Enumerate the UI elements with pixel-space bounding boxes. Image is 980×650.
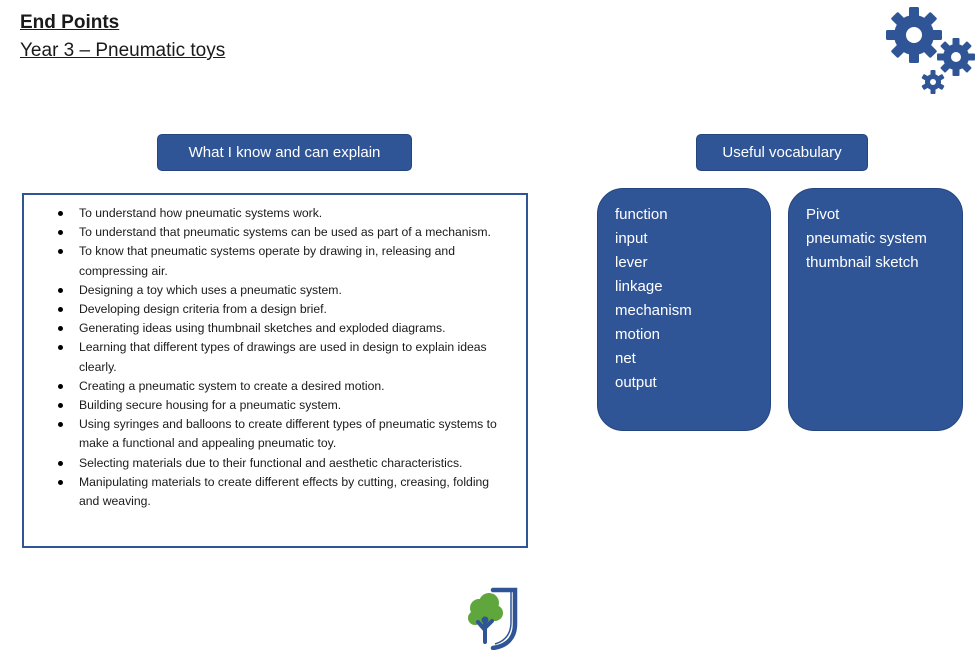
page-title: End Points [20,12,120,33]
know-heading: What I know and can explain [158,135,411,170]
vocab-word: function [615,206,668,223]
know-list-box [22,193,528,548]
list-item: Learning that different types of drawings are used in design to explain ideas clearly. [79,338,516,376]
vocab-word: pneumatic system [806,230,927,247]
vocab-word: net [615,350,636,367]
vocab-word: motion [615,326,661,343]
vocab-box-2 [788,188,963,431]
list-item: Building secure housing for a pneumatic system. [79,396,516,415]
page-subtitle: Year 3 – Pneumatic toys [20,40,226,61]
list-item: To understand that pneumatic systems can be used as part of a mechanism. [79,223,516,242]
vocab-word: thumbnail sketch [806,254,919,271]
vocab-box-1 [597,188,771,431]
gears-icon [878,2,978,98]
vocab-word: output [615,374,657,391]
vocab-word: Pivot [806,206,840,223]
list-item: Designing a toy which uses a pneumatic system. [79,281,516,300]
list-item: Using syringes and balloons to create different types of pneumatic systems to make a functional and appealing pneumatic toy. [79,415,516,453]
list-item: Manipulating materials to create different effects by cutting, creasing, folding and weaving. [79,473,516,511]
list-item: To understand how pneumatic systems work. [79,204,516,223]
vocab-word: lever [615,254,648,271]
vocab-word: linkage [615,278,663,295]
list-item: Generating ideas using thumbnail sketches and exploded diagrams. [79,319,516,338]
list-item: To know that pneumatic systems operate by drawing in, releasing and compressing air. [79,242,516,280]
list-item: Selecting materials due to their functional and aesthetic characteristics. [79,454,516,473]
list-item: Developing design criteria from a design brief. [79,300,516,319]
list-item: Creating a pneumatic system to create a desired motion. [79,377,516,396]
vocab-word: input [615,230,648,247]
know-list [24,195,526,511]
school-tree-logo [463,586,519,650]
vocab-word: mechanism [615,302,692,319]
vocab-heading: Useful vocabulary [697,135,867,170]
